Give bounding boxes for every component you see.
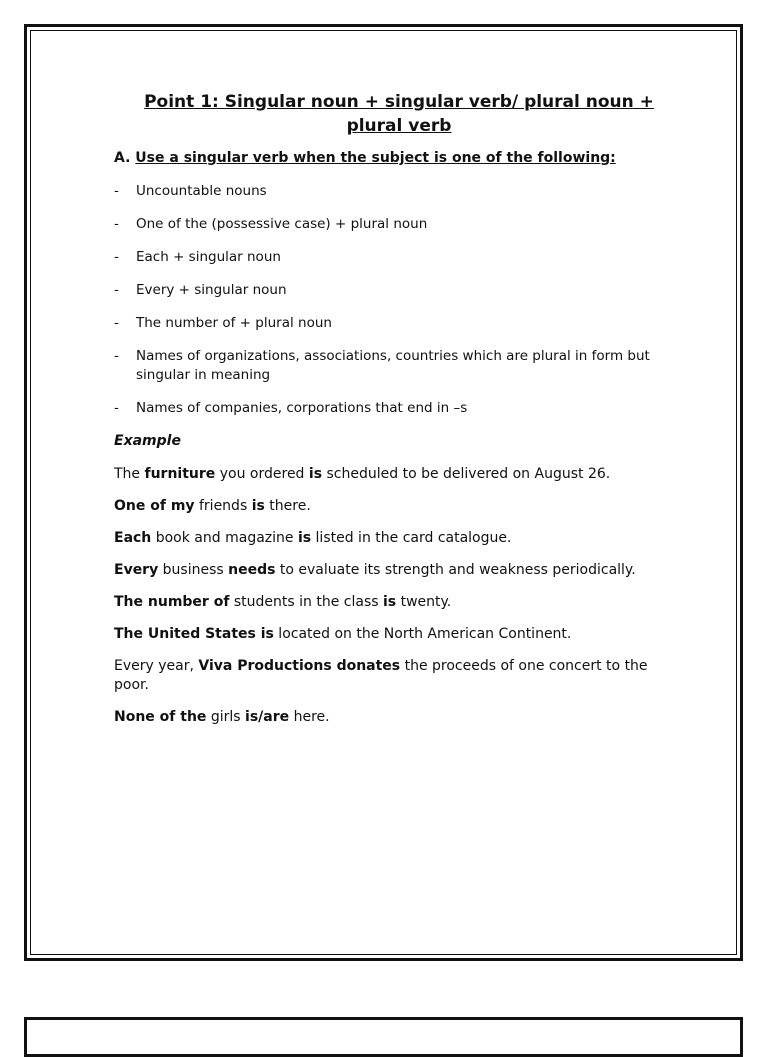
sentence-fragment-bold: needs [228,562,276,578]
list-item-text: Names of companies, corporations that end in –s [136,400,468,416]
bullet-dash: - [114,183,119,199]
bullet-dash: - [114,249,119,265]
sentence-fragment: here. [289,709,330,725]
sentence-fragment-bold: is/are [245,709,290,725]
example-sentence [114,708,684,727]
list-item-text: One of the (possessive case) + plural noun [136,216,428,232]
sentence-fragment: students in the class [229,594,383,610]
next-page-border [24,1017,743,1057]
sentence-fragment-bold: Viva Productions donates [198,658,401,674]
list-item-text: Names of organizations, associations, countries which are plural in form but singular in meaning [136,348,650,383]
section-letter: A. [114,150,131,166]
bullet-dash: - [114,315,119,331]
list-item-text: Each + singular noun [136,249,281,265]
sentence-fragment: listed in the card catalogue. [311,530,512,546]
section-heading [114,149,684,168]
list-item [114,399,684,418]
bullet-dash: - [114,400,119,416]
list-item-text: Uncountable nouns [136,183,267,199]
sentence-fragment-bold: is [297,530,312,546]
bullet-dash: - [114,282,119,298]
list-item [114,281,684,300]
example-sentence [114,561,684,580]
sentence-fragment: the proceeds of one concert to the poor. [114,658,648,693]
sentence-fragment: business [158,562,229,578]
sentence-fragment-bold: is [382,594,397,610]
example-sentence [114,657,684,695]
sentence-fragment: located on the North American Continent. [273,626,572,642]
sentence-fragment-bold: The number of [114,594,230,610]
list-item [114,347,684,385]
document-content [114,90,684,740]
example-sentence [114,593,684,612]
sentence-fragment-bold: is [308,466,323,482]
example-label: Example [114,433,181,449]
list-item [114,182,684,201]
sentence-fragment: you ordered [215,466,309,482]
list-item [114,215,684,234]
sentence-fragment: scheduled to be delivered on August 26. [322,466,611,482]
sentence-fragment: twenty. [396,594,452,610]
bullet-dash: - [114,216,119,232]
sentence-fragment-bold: None of the [114,709,207,725]
sentence-fragment: book and magazine [151,530,298,546]
sentence-fragment-bold: Each [114,530,152,546]
example-sentence [114,529,684,548]
sentence-fragment: Every year, [114,658,199,674]
sentence-fragment-bold: is [251,498,265,514]
example-sentence [114,497,684,516]
sentence-fragment-bold: Every [114,562,159,578]
sentence-fragment: girls [206,709,246,725]
sentence-fragment: The [114,466,145,482]
bullet-dash: - [114,348,119,364]
rule-list [114,182,684,418]
sentence-fragment: to evaluate its strength and weakness periodically. [275,562,636,578]
sentence-fragment: there. [264,498,311,514]
example-sentence [114,465,684,484]
list-item [114,314,684,333]
list-item-text: The number of + plural noun [136,315,332,331]
list-item [114,248,684,267]
sentence-fragment: friends [194,498,252,514]
sentence-fragment-bold: The United States is [114,626,274,642]
example-sentence [114,625,684,644]
list-item-text: Every + singular noun [136,282,287,298]
section-heading-text: Use a singular verb when the subject is one of the following: [135,150,616,166]
sentence-fragment-bold: One of my [114,498,195,514]
sentence-fragment-bold: furniture [144,466,216,482]
page-title: Point 1: Singular noun + singular verb/ plural noun + plural verb [144,92,654,136]
